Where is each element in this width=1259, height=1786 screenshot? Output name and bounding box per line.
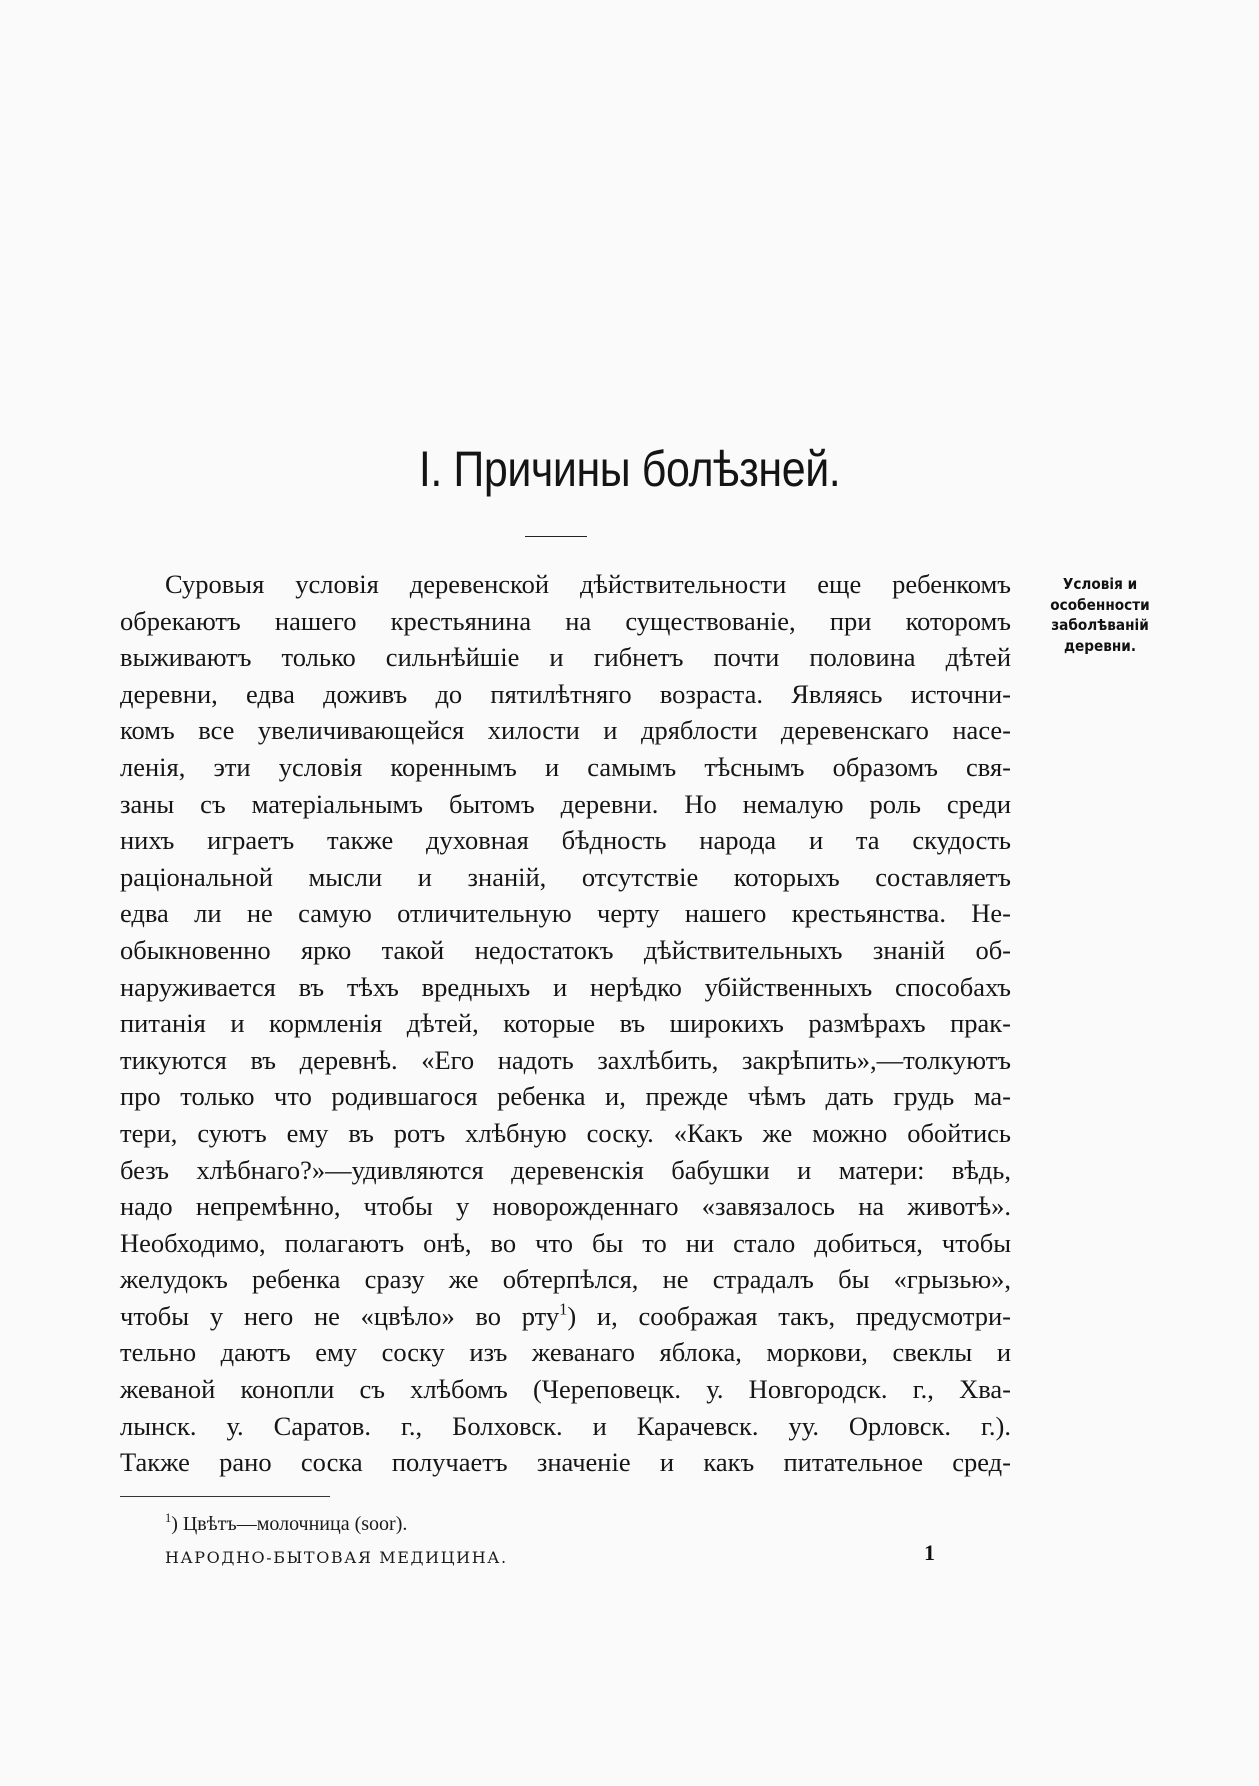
printer-signature: НАРОДНО-БЫТОВАЯ МЕДИЦИНА. <box>165 1548 508 1567</box>
text-line: Суровыя условія деревенской дѣйствительности еще ребенкомъ <box>165 569 1011 599</box>
text-fragment: чтобы у него не «цвѣло» во рту <box>120 1300 560 1331</box>
text-line-with-footnote <box>120 1298 1011 1335</box>
footnote-divider <box>120 1496 330 1497</box>
text-line: обрекаютъ нашего крестьянина на существованіе, при которомъ <box>120 605 1011 636</box>
footnote <box>165 1511 407 1537</box>
text-line: безъ хлѣбнаго?»—удивляются деревенскія бабушки и матери: вѣдь, <box>120 1154 1011 1185</box>
body-paragraph <box>120 566 1011 1481</box>
margin-note-line: заболѣваній <box>1051 616 1149 634</box>
text-line: наруживается въ тѣхъ вредныхъ и нерѣдко убійственныхъ способахъ <box>120 971 1011 1002</box>
text-line: деревни, едва доживъ до пятилѣтняго возраста. Являясь источни- <box>120 678 1011 709</box>
text-line: обыкновенно ярко такой недостатокъ дѣйствительныхъ знаній об- <box>120 934 1011 965</box>
text-line: заны съ матеріальнымъ бытомъ деревни. Но немалую роль среди <box>120 788 1011 819</box>
text-fragment: ) и, соображая такъ, предусмотри- <box>567 1300 1011 1331</box>
chapter-title: I. Причины болѣзней. <box>418 441 841 497</box>
text-line: тельно даютъ ему соску изъ жеванаго яблока, моркови, свеклы и <box>120 1337 1011 1368</box>
text-line: надо непремѣнно, чтобы у новорожденнаго «завязалось на животѣ». <box>120 1191 1011 1222</box>
text-line: желудокъ ребенка сразу же обтерпѣлся, не страдалъ бы «грызью», <box>120 1264 1011 1295</box>
text-line: про только что родившагося ребенка и, прежде чѣмъ дать грудь ма- <box>120 1081 1011 1112</box>
text-line: лынск. у. Саратов. г., Болховск. и Карачевск. уу. Орловск. г.). <box>120 1410 1011 1441</box>
text-line: Необходимо, полагаютъ онѣ, во что бы то ни стало добиться, чтобы <box>120 1227 1011 1258</box>
margin-note-line: Условія и <box>1062 575 1138 593</box>
text-line: жеваной конопли съ хлѣбомъ (Череповецк. у. Новгородск. г., Хва- <box>120 1374 1011 1405</box>
text-line: ленія, эти условія кореннымъ и самымъ тѣснымъ образомъ свя- <box>120 751 1011 782</box>
text-line: питанія и кормленія дѣтей, которые въ широкихъ размѣрахъ прак- <box>120 1008 1011 1039</box>
text-line: тикуются въ деревнѣ. «Его надоть захлѣбить, закрѣпить»,—толкуютъ <box>120 1044 1011 1075</box>
footnote-reference[interactable]: 1 <box>559 1299 568 1319</box>
text-line: едва ли не самую отличительную черту нашего крестьянства. Не- <box>120 898 1011 929</box>
text-line: Также рано соска получаетъ значеніе и какъ питательное сред- <box>120 1447 1011 1478</box>
sheet-number: 1 <box>924 1540 935 1565</box>
footnote-marker: 1 <box>165 1510 172 1525</box>
text-line: нихъ играетъ также духовная бѣдность народа и та скудость <box>120 825 1011 856</box>
text-line: раціональной мысли и знаній, отсутствіе которыхъ составляетъ <box>120 861 1011 892</box>
footnote-text: ) Цвѣтъ—молочница (soor). <box>171 1513 408 1535</box>
text-line: комъ все увеличивающейся хилости и дряблости деревенскаго насе- <box>120 715 1011 746</box>
margin-note-line: деревни. <box>1063 636 1137 655</box>
text-line: выживаютъ только сильнѣйшіе и гибнетъ почти половина дѣтей <box>120 642 1011 673</box>
margin-note <box>1038 574 1161 656</box>
text-line: тери, суютъ ему въ ротъ хлѣбную соску. «Какъ же можно обойтись <box>120 1117 1011 1148</box>
title-divider <box>525 536 587 537</box>
margin-note-line: особенности <box>1050 595 1150 614</box>
